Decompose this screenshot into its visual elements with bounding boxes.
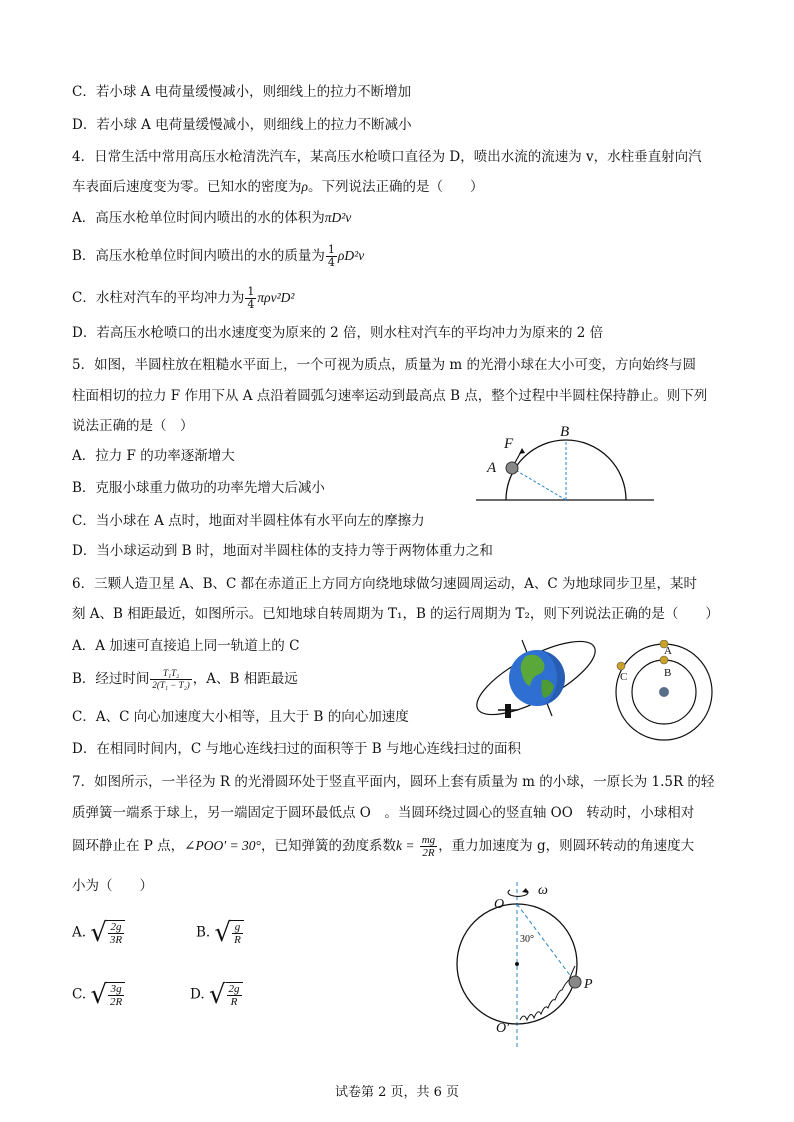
satellite-body bbox=[505, 704, 511, 718]
q7-option-c: C. √ $\frac{3g}{2R}$ bbox=[72, 982, 125, 1008]
q5-option-c: C．当小球在 A 点时，地面对半圆柱体有水平向左的摩擦力 bbox=[72, 513, 425, 529]
label-f: F bbox=[504, 436, 514, 452]
q4-option-c: C．水柱对汽车的平均冲力为 $\frac{1}{4}$ πρv²D² bbox=[72, 285, 295, 311]
q5-option-a: A．拉力 F 的功率逐渐增大 bbox=[72, 448, 235, 464]
page-footer: 试卷第 2 页，共 6 页 bbox=[334, 1085, 460, 1100]
q7-stem-line4: 小为（ ） bbox=[72, 878, 153, 894]
q7-ring-spring-figure bbox=[450, 880, 610, 1050]
q6-concentric-orbits-figure bbox=[612, 640, 716, 744]
label-angle: 30° bbox=[520, 934, 534, 945]
q4-option-a: A．高压水枪单位时间内喷出的水的体积为πD²v bbox=[72, 210, 352, 226]
satellite-b bbox=[660, 656, 668, 664]
q5-option-d: D．当小球运动到 B 时，地面对半圆柱体的支持力等于两物体重力之和 bbox=[72, 543, 493, 559]
q6-option-a: A．A 加速可直接追上同一轨道上的 C bbox=[72, 638, 300, 654]
q5-stem-line1: 5．如图，半圆柱放在粗糙水平面上，一个可视为质点，质量为 m 的光滑小球在大小可变，方向始终与圆 bbox=[72, 357, 696, 373]
q7-option-d: D. √ $\frac{2g}{R}$ bbox=[190, 982, 243, 1008]
label-o-prime: O′ bbox=[496, 1021, 510, 1036]
force-f-arrowhead bbox=[519, 448, 525, 454]
q5-option-b: B．克服小球重力做功的功率先增大后减小 bbox=[72, 480, 325, 496]
label-a: A bbox=[664, 645, 672, 657]
satellite-c bbox=[617, 662, 625, 670]
q6-option-b: B．经过时间 $\frac{\text{T₁T₂}}{\text{2(T₁ − T₂)}}$ ，A、B 相距最远 bbox=[72, 668, 298, 690]
q6-option-c: C．A、C 向心加速度大小相等，且大于 B 的向心加速度 bbox=[72, 709, 409, 725]
q4-option-d: D．若高压水枪喷口的出水速度变为原来的 2 倍，则水柱对汽车的平均冲力为原来的 2 倍 bbox=[72, 325, 604, 341]
label-p: P bbox=[584, 977, 593, 992]
q7-option-a: A. √ $\frac{2g}{3R}$ bbox=[72, 920, 125, 946]
ball-a bbox=[506, 462, 518, 474]
label-b: B bbox=[664, 667, 672, 679]
label-o: O bbox=[494, 897, 505, 912]
q5-stem-line3: 说法正确的是（ ） bbox=[72, 418, 194, 434]
q3-option-c: C．若小球 A 电荷量缓慢减小，则细线上的拉力不断增加 bbox=[72, 84, 412, 100]
q4-stem-line2: 车表面后速度变为零。已知水的密度为ρ。下列说法正确的是（ ） bbox=[72, 179, 484, 195]
q4-stem-line1: 4．日常生活中常用高压水枪清洗汽车，某高压水枪喷口直径为 D，喷出水流的流速为 v，水柱垂直射向汽 bbox=[72, 149, 702, 165]
q7-option-b: B. √ $\frac{g}{R}$ bbox=[196, 920, 244, 946]
q7-stem-line1: 7．如图所示，一半径为 R 的光滑圆环处于竖直平面内，圆环上套有质量为 m 的小球，一原长为 1.5R 的轻 bbox=[72, 774, 715, 790]
q7-stem-line3: 圆环静止在 P 点，∠POO′ = 30°，已知弹簧的劲度系数k = $\frac{mg}{2R}$ ，重力加速度为 g，则圆环转动的角速度大 bbox=[72, 834, 695, 859]
label-a: A bbox=[487, 460, 497, 476]
q5-stem-line2: 柱面相切的拉力 F 作用下从 A 点沿着圆弧匀速率运动到最高点 B 点，整个过程中半圆柱保持静止。则下列 bbox=[72, 388, 708, 404]
ball-p bbox=[569, 976, 581, 988]
label-omega: ω bbox=[538, 883, 548, 898]
earth-center bbox=[659, 687, 669, 697]
label-b: B bbox=[560, 424, 570, 440]
q6-stem-line2: 刻 A、B 相距最近，如图所示。已知地球自转周期为 T₁，B 的运行周期为 T₂，则下列说法正确的是（ ） bbox=[72, 606, 719, 622]
spring-coil bbox=[520, 966, 575, 1020]
q6-option-d: D．在相同时间内，C 与地心连线扫过的面积等于 B 与地心连线扫过的面积 bbox=[72, 741, 521, 757]
q5-half-cylinder-figure bbox=[470, 420, 660, 508]
q6-stem-line1: 6．三颗人造卫星 A、B、C 都在赤道正上方同方向绕地球做匀速圆周运动，A、C 为地球同步卫星，某时 bbox=[72, 576, 698, 592]
label-c: C bbox=[620, 671, 628, 683]
q7-stem-line2: 质弹簧一端系于球上，另一端固定于圆环最低点 O 。当圆环绕过圆心的竖直轴 OO 转动时，小球相对 bbox=[72, 805, 695, 821]
radius-to-a bbox=[512, 468, 566, 500]
q6-earth-orbit-figure bbox=[470, 630, 604, 722]
q4-option-b: B．高压水枪单位时间内喷出的水的质量为 $\frac{1}{4}$ ρD²v bbox=[72, 243, 365, 269]
ring-center bbox=[515, 962, 519, 966]
q3-option-d: D．若小球 A 电荷量缓慢减小，则细线上的拉力不断减小 bbox=[72, 117, 412, 133]
